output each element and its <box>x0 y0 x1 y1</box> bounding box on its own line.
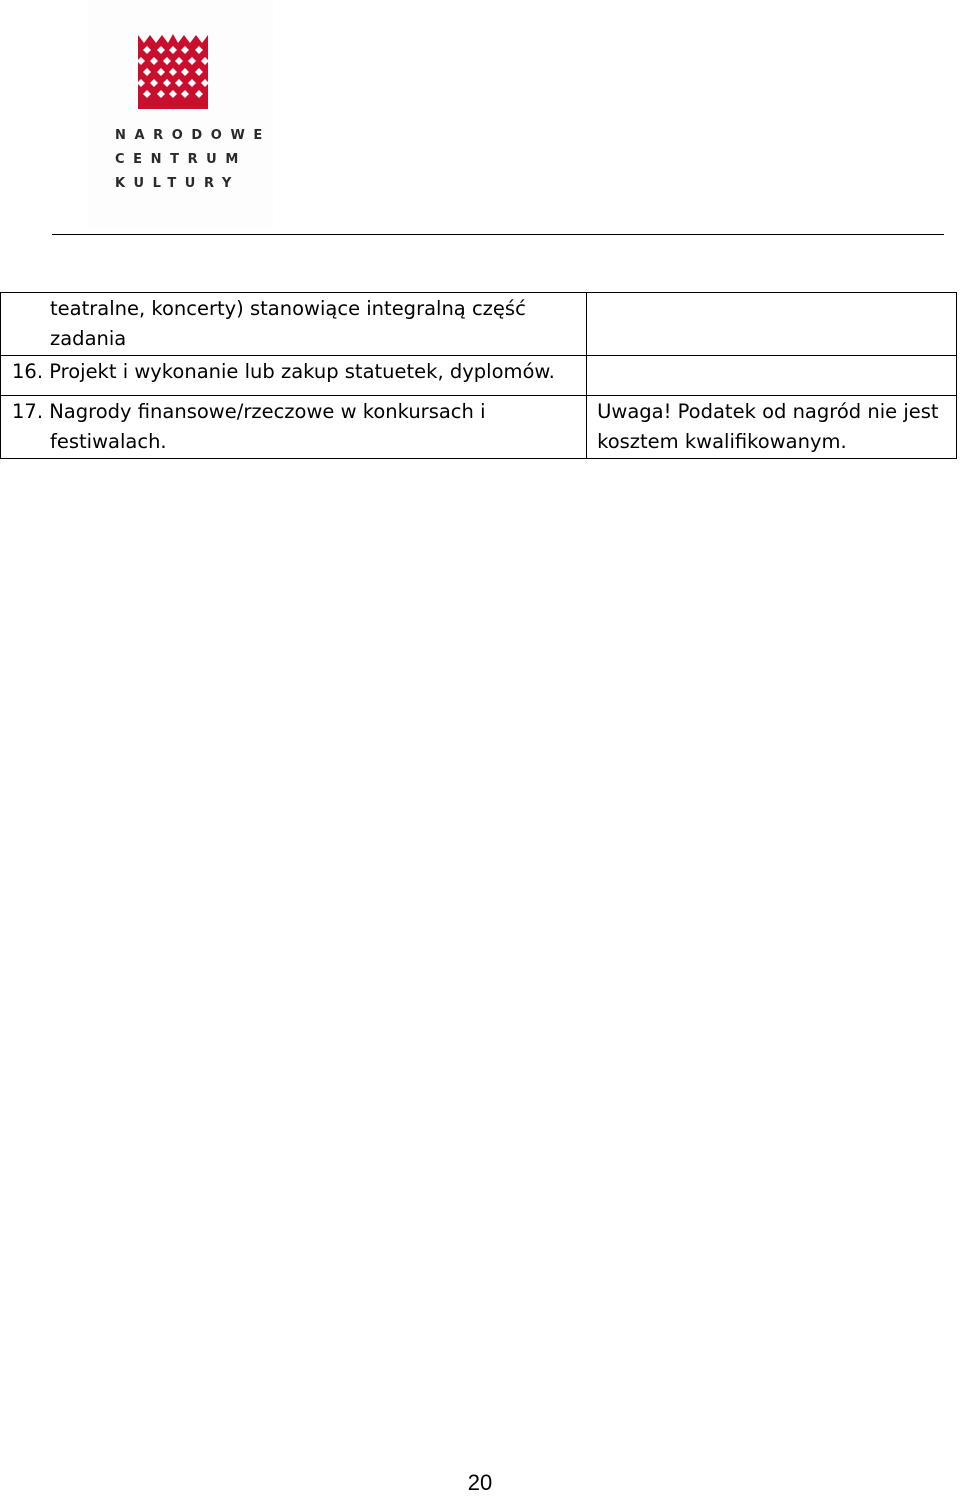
logo-text-line-1: NARODOWE <box>115 128 271 143</box>
table-cell-note <box>587 293 957 356</box>
table-cell-item <box>1 293 587 356</box>
table-row <box>1 396 957 459</box>
table-cell-item <box>1 356 587 396</box>
item-text: 17. Nagrody finansowe/rzeczowe w konkursach i festiwalach. <box>12 400 486 453</box>
table-row <box>1 356 957 396</box>
header-divider <box>52 234 944 235</box>
table-cell-note <box>587 356 957 396</box>
item-text: teatralne, koncerty) stanowiące integralną część zadania <box>50 297 526 350</box>
organization-logo <box>88 0 273 228</box>
table-cell-note <box>587 396 957 459</box>
note-text: Uwaga! Podatek od nagród nie jest kosztem kwalifikowanym. <box>597 400 939 453</box>
note-text <box>597 356 956 357</box>
logo-text-line-2: CENTRUM <box>115 152 247 167</box>
item-text: 16. Projekt i wykonanie lub zakup statuetek, dyplomów. <box>12 360 555 383</box>
page-number: 20 <box>467 1470 493 1495</box>
table-row <box>1 293 957 356</box>
note-text <box>597 293 956 294</box>
eligible-costs-table <box>0 292 957 459</box>
table-cell-item <box>1 396 587 459</box>
crown-logo-icon <box>138 33 208 109</box>
logo-text-line-3: KULTURY <box>115 176 240 191</box>
